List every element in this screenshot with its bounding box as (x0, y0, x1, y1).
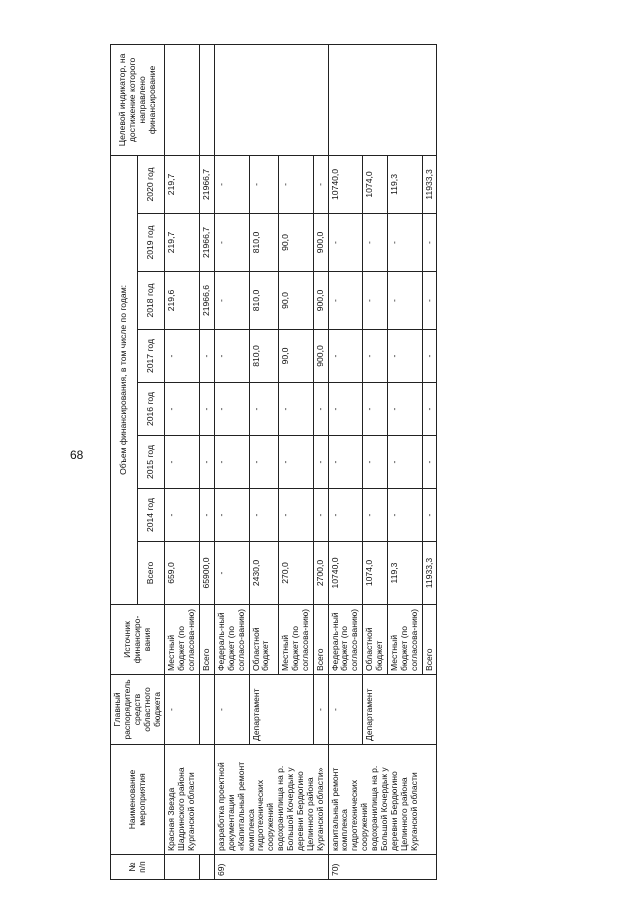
cell-year: 21966,7 (200, 155, 215, 213)
cell-year: 90,0 (279, 272, 314, 330)
cell-year: - (279, 489, 314, 542)
cell-year: - (214, 330, 249, 383)
cell-year: 11933,3 (422, 155, 437, 213)
cell-year: - (214, 272, 249, 330)
cell-name: капитальный ремонт комплекса гидротехнических сооружений водохранилища на р. Большой Кочердык у деревни Бердюгино Целинного района Курганской области (328, 745, 437, 855)
cell-year: - (313, 436, 328, 489)
cell-year: - (363, 214, 388, 272)
cell-manager: - (165, 675, 200, 745)
cell-year: - (313, 155, 328, 213)
cell-total: 2430,0 (249, 542, 279, 605)
cell-source: Федераль-ный бюджет (по согласо-ванию) (328, 605, 363, 675)
cell-year: - (363, 383, 388, 436)
cell-num: 70) (328, 855, 437, 880)
cell-total: 1074,0 (363, 542, 388, 605)
cell-year: - (165, 436, 200, 489)
header-name: Наименование мероприятия (111, 745, 165, 855)
cell-year: - (363, 330, 388, 383)
cell-total: 11933,3 (422, 542, 437, 605)
cell-year: 1074,0 (363, 155, 388, 213)
rotated-table-wrapper (110, 45, 635, 880)
cell-year: - (249, 436, 279, 489)
cell-year: - (200, 330, 215, 383)
cell-year: - (387, 330, 422, 383)
header-year: 2018 год (138, 272, 165, 330)
cell-total: 65900,0 (200, 542, 215, 605)
cell-num (200, 855, 215, 880)
cell-source: Областной бюджет (249, 605, 279, 675)
page-number: 68 (70, 448, 84, 462)
cell-year: - (279, 436, 314, 489)
cell-manager: Департамент (249, 675, 313, 745)
cell-year: 900,0 (313, 214, 328, 272)
header-row-1 (111, 44, 138, 879)
cell-year: 10740,0 (328, 155, 363, 213)
cell-manager: - (313, 675, 328, 745)
cell-year: - (387, 489, 422, 542)
header-num: № п/п (111, 855, 165, 880)
cell-year: 810,0 (249, 330, 279, 383)
cell-year: - (422, 383, 437, 436)
header-volume: Объем финансирования, в том числе по годам: (111, 155, 138, 604)
cell-num (165, 855, 200, 880)
cell-year: - (214, 436, 249, 489)
cell-total: - (214, 542, 249, 605)
cell-year: 119,3 (387, 155, 422, 213)
cell-source: Местный бюджет (по согласова-нию) (387, 605, 422, 675)
cell-indicator (165, 44, 200, 155)
cell-year: - (313, 383, 328, 436)
cell-year: - (422, 489, 437, 542)
header-year: 2014 год (138, 489, 165, 542)
cell-year: - (165, 489, 200, 542)
cell-year: - (363, 272, 388, 330)
cell-year: 900,0 (313, 272, 328, 330)
table-row (214, 44, 249, 879)
cell-year: - (387, 214, 422, 272)
header-year: 2017 год (138, 330, 165, 383)
cell-year: - (214, 489, 249, 542)
cell-year: - (328, 436, 363, 489)
cell-name: Красная Звезда Шадринского района Курганской области (165, 745, 215, 855)
cell-name: разработка проектной документации «Капитальный ремонт комплекса гидротехнических сооружений водохранилища на р. Большой Кочердык у деревни Бердюгино Целинного района Курганской области» (214, 745, 328, 855)
cell-year: - (279, 155, 314, 213)
cell-year: 900,0 (313, 330, 328, 383)
cell-year: - (422, 436, 437, 489)
cell-source: Всего (200, 605, 215, 675)
cell-year: - (422, 272, 437, 330)
cell-indicator (214, 44, 328, 155)
header-year: 2019 год (138, 214, 165, 272)
cell-year: 219,7 (165, 214, 200, 272)
header-year: 2020 год (138, 155, 165, 213)
cell-indicator (328, 44, 437, 155)
table-row (165, 44, 200, 879)
cell-year: - (165, 330, 200, 383)
cell-year: - (249, 489, 279, 542)
cell-year: 90,0 (279, 214, 314, 272)
cell-year: 810,0 (249, 214, 279, 272)
cell-manager: Департамент (363, 675, 437, 745)
cell-year: - (249, 383, 279, 436)
cell-total: 659,0 (165, 542, 200, 605)
cell-year: - (200, 489, 215, 542)
cell-year: - (200, 383, 215, 436)
cell-year: - (214, 214, 249, 272)
header-total: Всего (138, 542, 165, 605)
cell-year: - (328, 330, 363, 383)
cell-year: - (387, 272, 422, 330)
cell-total: 119,3 (387, 542, 422, 605)
cell-year: 90,0 (279, 330, 314, 383)
cell-source: Федераль-ный бюджет (по согласо-ванию) (214, 605, 249, 675)
header-indicator: Целевой индикатор, на достижение которого направлено финансирование (111, 44, 165, 155)
cell-year: - (363, 436, 388, 489)
cell-source: Областной бюджет (363, 605, 388, 675)
cell-manager: - (328, 675, 363, 745)
header-manager: Главный распорядитель средств областного бюджета (111, 675, 165, 745)
cell-year: - (279, 383, 314, 436)
cell-year: 21966,7 (200, 214, 215, 272)
table-row (328, 44, 363, 879)
cell-year: - (387, 436, 422, 489)
cell-total: 10740,0 (328, 542, 363, 605)
cell-year: - (200, 436, 215, 489)
cell-year: - (328, 272, 363, 330)
header-year: 2016 год (138, 383, 165, 436)
cell-total: 2700,0 (313, 542, 328, 605)
cell-year: - (363, 489, 388, 542)
header-source: Источник финансиро-вания (111, 605, 165, 675)
cell-num: 69) (214, 855, 328, 880)
cell-source: Всего (422, 605, 437, 675)
cell-source: Всего (313, 605, 328, 675)
cell-year: - (313, 489, 328, 542)
cell-source: Местный бюджет (по согласова-нию) (279, 605, 314, 675)
financing-table (110, 44, 437, 880)
cell-year: - (422, 330, 437, 383)
cell-year: 219,6 (165, 272, 200, 330)
cell-indicator (200, 44, 215, 155)
cell-year: 219,7 (165, 155, 200, 213)
header-year: 2015 год (138, 436, 165, 489)
cell-year: - (165, 383, 200, 436)
cell-year: 21966,6 (200, 272, 215, 330)
cell-year: - (422, 214, 437, 272)
cell-year: - (328, 214, 363, 272)
cell-total: 270,0 (279, 542, 314, 605)
cell-year: - (214, 155, 249, 213)
cell-year: - (249, 155, 279, 213)
cell-manager: - (214, 675, 249, 745)
cell-source: Местный бюджет (по согласова-нию) (165, 605, 200, 675)
cell-year: - (214, 383, 249, 436)
cell-year: - (387, 383, 422, 436)
cell-year: 810,0 (249, 272, 279, 330)
cell-manager (200, 675, 215, 745)
cell-year: - (328, 383, 363, 436)
cell-year: - (328, 489, 363, 542)
